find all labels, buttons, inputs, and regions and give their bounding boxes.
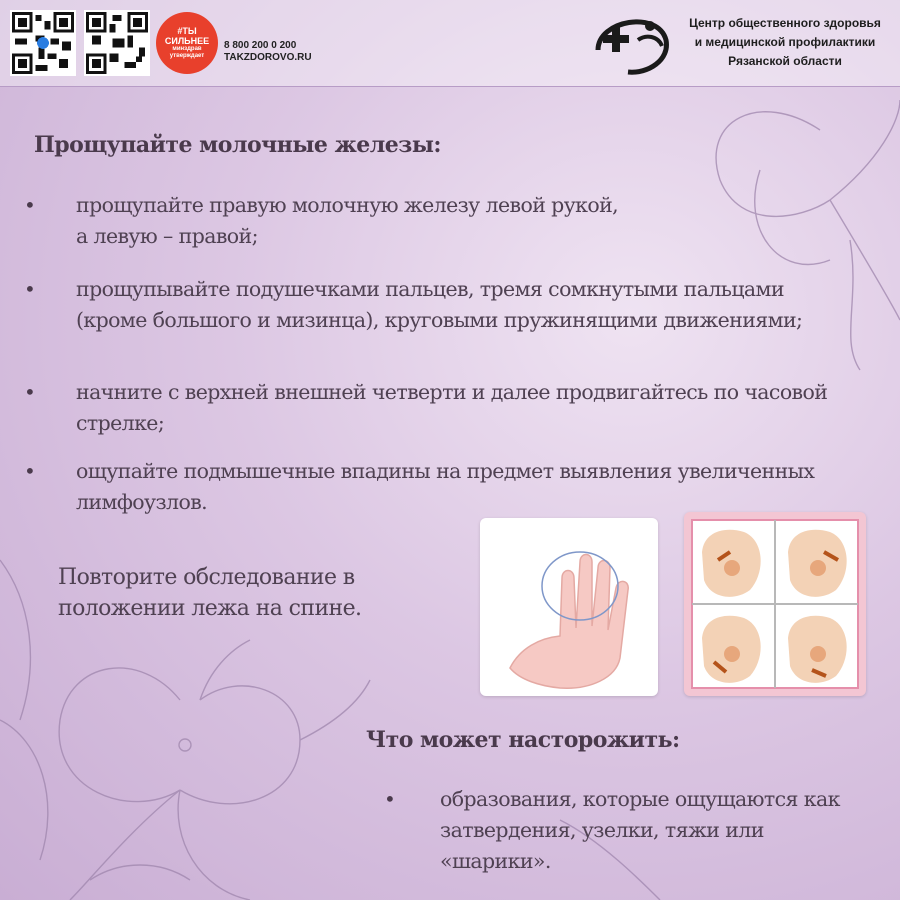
list-item: • прощупайте правую молочную железу левой рукой, а левую – правой; <box>76 190 816 252</box>
promo-logo-icon: #ТЫ СИЛЬНЕЕ минздрав утверждает <box>156 12 218 74</box>
qr-code-icon[interactable] <box>84 10 150 76</box>
breast-quadrants-illustration <box>684 512 866 696</box>
list-item: • ощупайте подмышечные впадины на предмет выявления увеличенных лимфоузлов. <box>76 456 836 518</box>
bullet-icon: • <box>24 193 36 217</box>
bullet-icon: • <box>24 277 36 301</box>
list-item: • начните с верхней внешней четверти и далее продвигайтесь по часовой стрелке; <box>76 377 866 439</box>
bullet-icon: • <box>24 459 36 483</box>
promo-phone: 8 800 200 0 200 <box>224 40 297 51</box>
promo-badge[interactable] <box>156 12 320 74</box>
bullet-icon: • <box>384 787 396 811</box>
qr-code-icon[interactable] <box>10 10 76 76</box>
bullet-icon: • <box>24 380 36 404</box>
list-item: • образования, которые ощущаются как затвердения, узелки, тяжи или «шарики». <box>440 784 880 877</box>
organization-name: Центр общественного здоровья и медицинской профилактики Рязанской области <box>689 16 881 68</box>
repeat-lying-note: Повторите обследование в положении лежа на спине. <box>58 565 362 621</box>
section-title-palpate: Прощупайте молочные железы: <box>34 132 442 158</box>
promo-site: TAKZDOROVO.RU <box>224 52 312 63</box>
section-title-warning: Что может насторожить: <box>366 727 680 753</box>
hand-illustration <box>480 518 658 696</box>
promo-contacts <box>224 40 312 64</box>
list-item: • прощупывайте подушечками пальцев, тремя сомкнутыми пальцами (кроме большого и мизинца), круговыми пружинящими движениями; <box>76 274 836 336</box>
center-logo-icon <box>588 10 674 76</box>
header-bar <box>0 0 900 87</box>
